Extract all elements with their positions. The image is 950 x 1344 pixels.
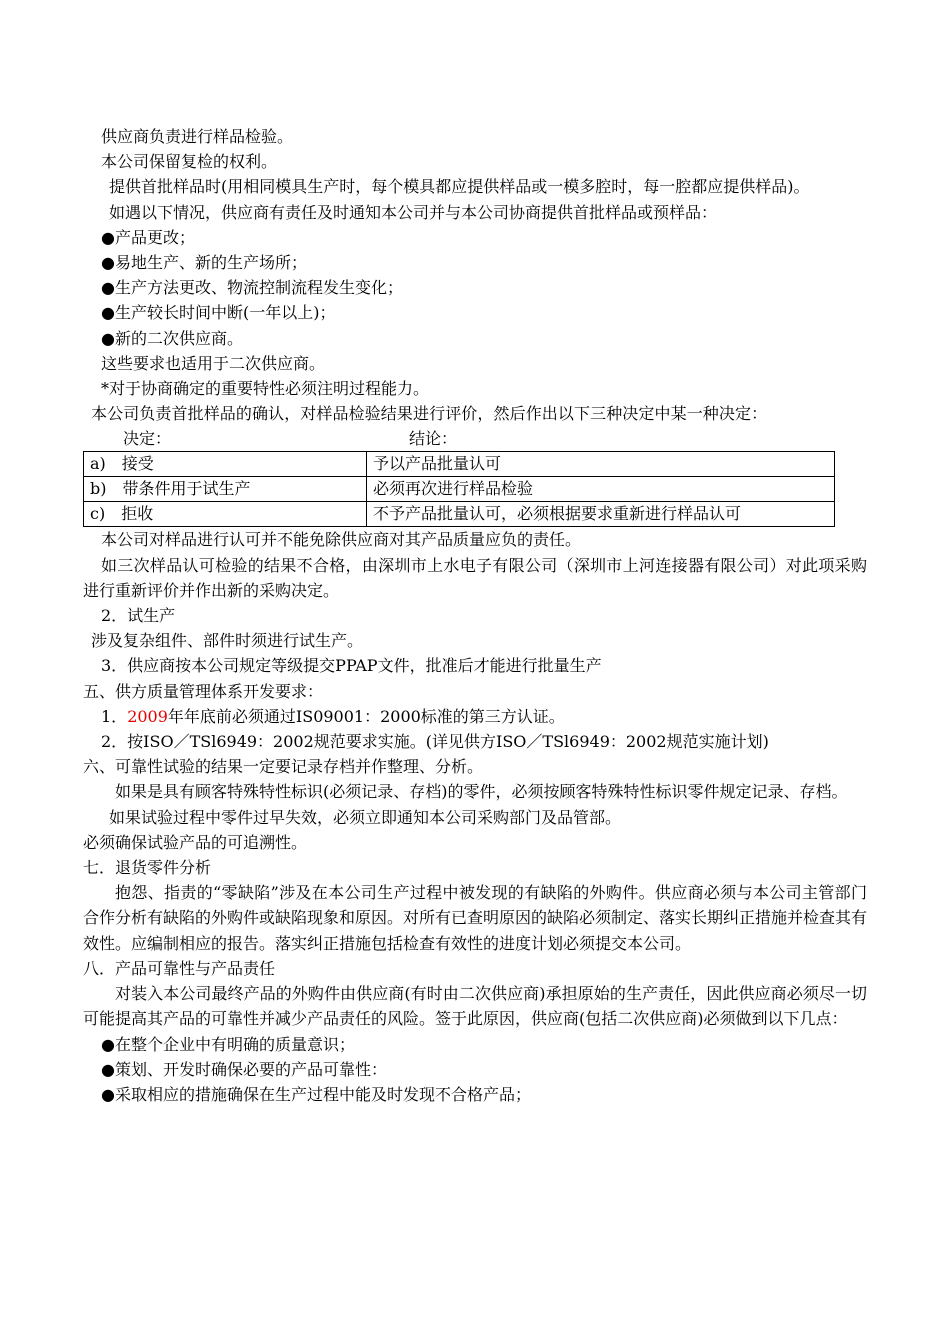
- heading-section-8: 八．产品可靠性与产品责任: [83, 958, 276, 978]
- conclusion-cell: 必须再次进行样品检验: [367, 477, 835, 502]
- heading-section-7: 七．退货零件分析: [83, 858, 212, 878]
- line-applies-subsupplier: 这些要求也适用于二次供应商。: [101, 353, 326, 373]
- bullet-reliability-planning: ●策划、开发时确保必要的产品可靠性：: [101, 1059, 387, 1079]
- line-ppap: 3．供应商按本公司规定等级提交PPAP文件，批准后才能进行批量生产: [101, 656, 602, 676]
- bullet-quality-awareness: ●在整个企业中有明确的质量意识；: [101, 1034, 355, 1054]
- line-early-failure: 如果试验过程中零件过早失效，必须立即通知本公司采购部门及品管部。: [109, 807, 622, 827]
- para-three-failures: 如三次样品认可检验的结果不合格，由深圳市上水电子有限公司（深圳市上河连接器有限公司）对此项采购进行重新评价并作出新的采购决定。: [83, 555, 867, 600]
- table-row: [84, 502, 835, 527]
- bullet-product-change: ●产品更改；: [101, 227, 195, 247]
- para-special-characteristics: 如果是具有顾客特殊特性标识(必须记录、存档)的零件，必须按顾客特殊特性标识零件规定记录、存档。: [115, 782, 848, 802]
- line-recheck-right: 本公司保留复检的权利。: [101, 152, 278, 172]
- line-notify-conditions: 如遇以下情况，供应商有责任及时通知本公司并与本公司协商提供首批样品或预样品：: [109, 202, 718, 222]
- heading-section-5: 五、供方质量管理体系开发要求：: [83, 681, 324, 701]
- line-iso9001-rest: 年年底前必须通过IS09001：2000标准的第三方认证。: [167, 706, 565, 726]
- heading-trial-production: 2．试生产: [101, 606, 176, 626]
- heading-section-6: 六、可靠性试验的结果一定要记录存档并作整理、分析。: [83, 757, 484, 777]
- line-process-capability: *对于协商确定的重要特性必须注明过程能力。: [101, 379, 430, 399]
- line-iso9001-prefix: 1．: [101, 706, 128, 726]
- conclusion-cell: 不予产品批量认可，必须根据要求重新进行样品认可: [367, 502, 835, 527]
- table-row: [84, 452, 835, 477]
- decision-cell: c) 拒收: [84, 502, 367, 527]
- para-product-liability: 对装入本公司最终产品的外购件由供应商(有时由二次供应商)承担原始的生产责任，因此供应商必须尽一切可能提高其产品的可靠性并减少产品责任的风险。签于此原因，供应商(包括二次供应商)必须做到以下几点：: [83, 984, 867, 1029]
- bullet-interruption: ●生产较长时间中断(一年以上)；: [101, 303, 336, 323]
- line-no-exemption: 本公司对样品进行认可并不能免除供应商对其产品质量应负的责任。: [101, 530, 582, 550]
- decision-table: [83, 451, 835, 527]
- para-first-samples: 提供首批样品时(用相同模具生产时，每个模具都应提供样品或一模多腔时，每一腔都应提供样品)。: [109, 177, 810, 197]
- table-row: [84, 477, 835, 502]
- bullet-nonconforming-detection: ●采取相应的措施确保在生产过程中能及时发现不合格产品；: [101, 1084, 531, 1104]
- document-page: [83, 124, 867, 1107]
- para-returned-parts: 抱怨、指责的“零缺陷”涉及在本公司生产过程中被发现的有缺陷的外购件。供应商必须与本公司主管部门合作分析有缺陷的外购件或缺陷现象和原因。对所有已查明原因的缺陷必须制定、落实长期纠正措施并检查其有效性。应编制相应的报告。落实纠正措施包括检查有效性的进度计划必须提交本公司。: [83, 883, 868, 953]
- para-sample-confirmation-text: 本公司负责首批样品的确认，对样品检验结果进行评价，然后作出以下三种决定中某一种决定：: [91, 404, 768, 424]
- line-supplier-inspection: 供应商负责进行样品检验。: [101, 127, 294, 146]
- bullet-relocation: ●易地生产、新的生产场所；: [101, 253, 307, 273]
- highlight-year: 2009: [127, 706, 168, 726]
- line-iso9001: [83, 704, 867, 729]
- decision-table-header: [83, 426, 867, 451]
- conclusion-label: 结论：: [409, 429, 458, 449]
- decision-cell: a) 接受: [84, 452, 367, 477]
- decision-cell: b) 带条件用于试生产: [84, 477, 367, 502]
- bullet-new-subsupplier: ●新的二次供应商。: [101, 328, 243, 348]
- conclusion-cell: 予以产品批量认可: [367, 452, 835, 477]
- line-traceability: 必须确保试验产品的可追溯性。: [83, 832, 308, 852]
- decision-label: 决定：: [123, 429, 172, 449]
- line-ts16949: 2．按ISO／TSl6949：2002规范要求实施。(详见供方ISO／TSl6949：2002规范实施计划): [101, 732, 769, 752]
- line-trial-production: 涉及复杂组件、部件时须进行试生产。: [91, 631, 364, 651]
- bullet-method-change: ●生产方法更改、物流控制流程发生变化；: [101, 278, 403, 298]
- para-sample-confirmation: [83, 401, 867, 426]
